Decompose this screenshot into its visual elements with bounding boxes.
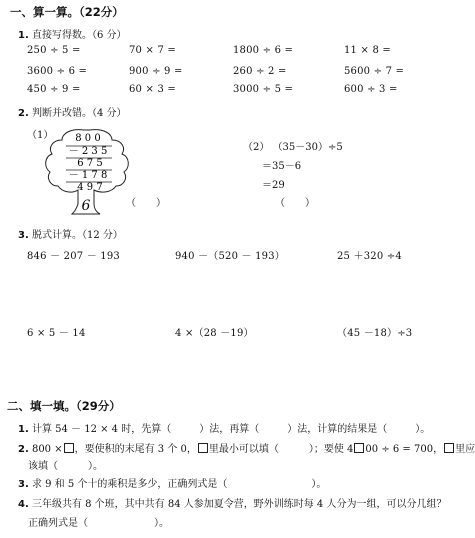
step-calc-5: 4 ×（28 －19） [175, 328, 254, 339]
s2-q1-line [18, 420, 430, 435]
s2-q4-tail: ）。 [154, 518, 169, 529]
step-calc-2: 940 －（520 － 193） [175, 251, 285, 262]
q1-2-part2-answer[interactable]: （ ） [275, 198, 315, 209]
tree-line-2: － 2 3 5 [68, 146, 108, 157]
mental-calc-3: 1800 ÷ 6 = [233, 45, 294, 56]
tree-line-4: － 1 7 8 [68, 170, 108, 181]
mental-calc-9: 450 ÷ 9 = [27, 84, 81, 95]
s2-q4-line2-text: 正确列式是（ [28, 518, 88, 529]
s2-q2-text-d: ）；要使 4 [308, 444, 354, 455]
s2-q3-text: 求 9 和 5 个十的乘积是多少，正确列式是（ [31, 479, 228, 490]
mental-calc-5: 3600 ÷ 6 = [27, 66, 88, 77]
mental-calc-4: 11 × 8 = [344, 45, 391, 56]
tree-line-5: 4 9 7 [77, 182, 103, 193]
step-calc-1: 846 － 207 － 193 [27, 251, 120, 262]
section1-title [10, 4, 124, 20]
mental-calc-2: 70 × 7 = [129, 45, 176, 56]
q1-2-part2-step1: ＝35－6 [262, 161, 302, 172]
s2-q4-text: 三年级共有 8 个班，其中共有 84 人参加夏令营，野外训练时每 4 人分为一组，可以分几组？ [31, 499, 447, 510]
tree-trunk-label: 6 [81, 198, 91, 214]
s2-q2-text-a: 800 × [31, 444, 63, 455]
step-calc-4: 6 × 5 － 14 [27, 328, 86, 339]
mental-calc-12: 600 ÷ 3 = [344, 84, 398, 95]
q1-2-part2-step2: ＝29 [262, 180, 285, 191]
q1-3-label: 脱式计算。（12 分） [31, 230, 123, 241]
q1-2-part2-line [243, 138, 343, 153]
step-calc-6: （45 －18）÷3 [337, 328, 413, 339]
s2-q2-text-b: ，要使积的末尾有 3 个 0， [74, 444, 197, 455]
q1-2-heading [18, 104, 127, 119]
section1-score: （22分） [79, 5, 124, 19]
s2-q2-number: 2. [18, 444, 29, 455]
s2-q2-text-e: 00 ÷ 6 = 700， [365, 444, 444, 455]
q1-2-part2-expr: （35－30）÷5 [272, 142, 343, 153]
mental-calc-10: 60 × 3 = [129, 84, 176, 95]
s2-q3-number: 3. [18, 479, 29, 490]
s2-q2-box-3 [354, 443, 364, 453]
q1-2-label: 判断并改错。（4 分） [31, 108, 127, 119]
q1-3-heading [18, 226, 123, 241]
q1-1-label: 直接写得数。（6 分） [31, 30, 127, 41]
tree-line-1: 8 0 0 [75, 133, 101, 144]
s2-q1-text-a: 计算 54 － 12 × 4 时，先算（ [31, 424, 172, 435]
mental-calc-11: 3000 ÷ 5 = [233, 84, 294, 95]
tree-line-3: 6 7 5 [77, 158, 103, 169]
q1-3-number: 3. [18, 230, 29, 241]
s2-q1-text-d: ）。 [415, 424, 431, 435]
q1-1-number: 1. [18, 30, 29, 41]
section2-score: （29分） [76, 399, 121, 413]
mental-calc-6: 900 ÷ 9 = [129, 66, 183, 77]
q1-2-part1-label: （1） [27, 130, 54, 141]
s2-q2-line1 [18, 440, 475, 455]
q1-2-part2-label: （2） [243, 142, 270, 153]
s2-q2-box-2 [198, 443, 208, 453]
section2-title-text: 二、填一填。 [7, 399, 76, 413]
mental-calc-7: 260 ÷ 2 = [233, 66, 287, 77]
s2-q1-text-b: ）法，再算（ [199, 424, 260, 435]
s2-q2-text-c: 里最小可以填（ [208, 444, 279, 455]
s2-q4-number: 4. [18, 499, 29, 510]
s2-q4-line2 [28, 514, 169, 529]
q1-2-number: 2. [18, 108, 29, 119]
mental-calc-1: 250 ÷ 5 = [27, 45, 81, 56]
tree-illustration [40, 124, 132, 218]
s2-q2-line2[interactable]: 该填（ ）。 [28, 461, 103, 472]
s2-q3-tail: ）。 [311, 479, 327, 490]
q1-1-heading [18, 26, 127, 41]
s2-q2-box-1 [64, 443, 74, 453]
s2-q1-number: 1. [18, 424, 29, 435]
s2-q1-text-c: ）法，计算的结果是（ [287, 424, 388, 435]
s2-q3-line [18, 475, 326, 490]
mental-calc-8: 5600 ÷ 7 = [344, 66, 405, 77]
q1-2-part1-answer[interactable]: （ ） [126, 198, 166, 209]
s2-q4-line1 [18, 495, 446, 510]
s2-q2-box-4 [444, 443, 454, 453]
section1-title-text: 一、算一算。 [10, 5, 79, 19]
s2-q2-text-f: 里应 [455, 444, 475, 455]
section2-title [7, 398, 121, 414]
step-calc-3: 25 ＋320 ÷4 [337, 251, 402, 262]
